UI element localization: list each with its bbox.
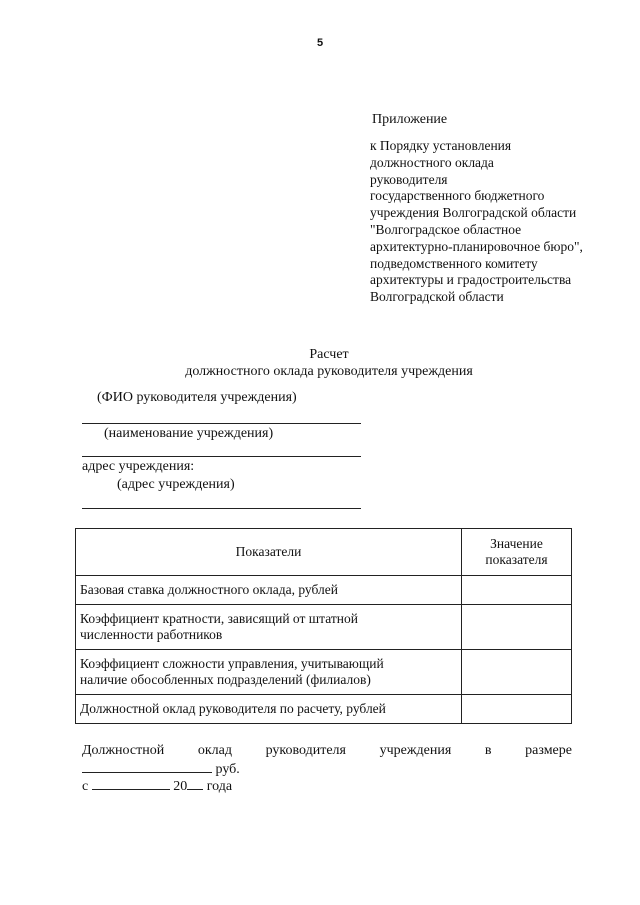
address-label: адрес учреждения:: [82, 459, 195, 474]
value-cell[interactable]: [462, 576, 572, 605]
indicator-text: Коэффициент кратности, зависящий от штатной: [80, 610, 358, 626]
calculation-title-line2: должностного оклада руководителя учреждения: [185, 364, 473, 379]
header-value-line2: показателя: [485, 552, 548, 567]
date-year: 20: [173, 779, 188, 794]
date-year-blank[interactable]: [187, 776, 203, 790]
value-cell[interactable]: [462, 695, 572, 724]
appendix-line: подведомственного комитету: [370, 255, 538, 271]
indicators-table: [75, 528, 572, 724]
indicator-text: численности работников: [80, 627, 223, 642]
appendix-line: должностного оклада: [370, 154, 494, 170]
table-header-row: [76, 529, 572, 576]
date-suffix: года: [206, 779, 233, 794]
indicator-text: Базовая ставка должностного оклада, рублей: [80, 581, 338, 597]
appendix-line: руководителя: [370, 171, 448, 187]
rub-label: руб.: [215, 762, 240, 777]
appendix-line: государственного бюджетного: [370, 188, 545, 204]
salary-word: учреждения: [379, 743, 452, 758]
address-hint: (адрес учреждения): [117, 477, 235, 492]
page-number: 5: [316, 37, 324, 49]
salary-word: руководителя: [265, 743, 346, 758]
date-prefix: с: [82, 779, 89, 794]
calculation-title: [0, 346, 640, 380]
table-row: [76, 695, 572, 724]
salary-statement: [82, 742, 572, 759]
date-day-month-blank[interactable]: [92, 776, 170, 790]
table-row: [76, 576, 572, 605]
institution-name-hint: (наименование учреждения): [104, 426, 274, 441]
header-indicators: Показатели: [76, 529, 462, 576]
salary-word: в: [484, 743, 492, 758]
value-cell[interactable]: [462, 650, 572, 695]
effective-date-line: [82, 776, 232, 795]
appendix-reference: [370, 138, 635, 306]
indicator-cell: [76, 605, 462, 650]
appendix-line: к Порядку установления: [370, 138, 512, 153]
appendix-title: Приложение: [372, 112, 448, 127]
table-row: [76, 650, 572, 695]
appendix-line: архитектурно-планировочное бюро",: [370, 238, 583, 254]
address-fill-line-2[interactable]: [82, 508, 361, 509]
address-fill-line-1[interactable]: [82, 456, 361, 457]
institution-name-fill-line[interactable]: [82, 423, 361, 424]
appendix-line: учреждения Волгоградской области: [370, 205, 577, 221]
indicator-cell: [76, 695, 462, 724]
salary-amount-blank[interactable]: [82, 759, 212, 773]
value-cell[interactable]: [462, 605, 572, 650]
salary-word: Должностной: [82, 743, 165, 758]
header-value: [462, 529, 572, 576]
salary-word: оклад: [197, 743, 232, 758]
table-row: [76, 605, 572, 650]
director-name-hint: (ФИО руководителя учреждения): [97, 390, 297, 405]
indicator-text: Должностной оклад руководителя по расчету, рублей: [80, 700, 386, 716]
header-value-line1: Значение: [490, 535, 543, 551]
calculation-title-line1: Расчет: [309, 347, 349, 362]
salary-word: размере: [525, 743, 572, 758]
indicator-cell: [76, 650, 462, 695]
indicator-text: наличие обособленных подразделений (филиалов): [80, 672, 371, 687]
appendix-line: "Волгоградское областное: [370, 221, 522, 237]
appendix-line: архитектуры и градостроительства: [370, 272, 572, 288]
indicator-text: Коэффициент сложности управления, учитывающий: [80, 655, 384, 671]
appendix-line: Волгоградской области: [370, 289, 504, 305]
indicator-cell: [76, 576, 462, 605]
